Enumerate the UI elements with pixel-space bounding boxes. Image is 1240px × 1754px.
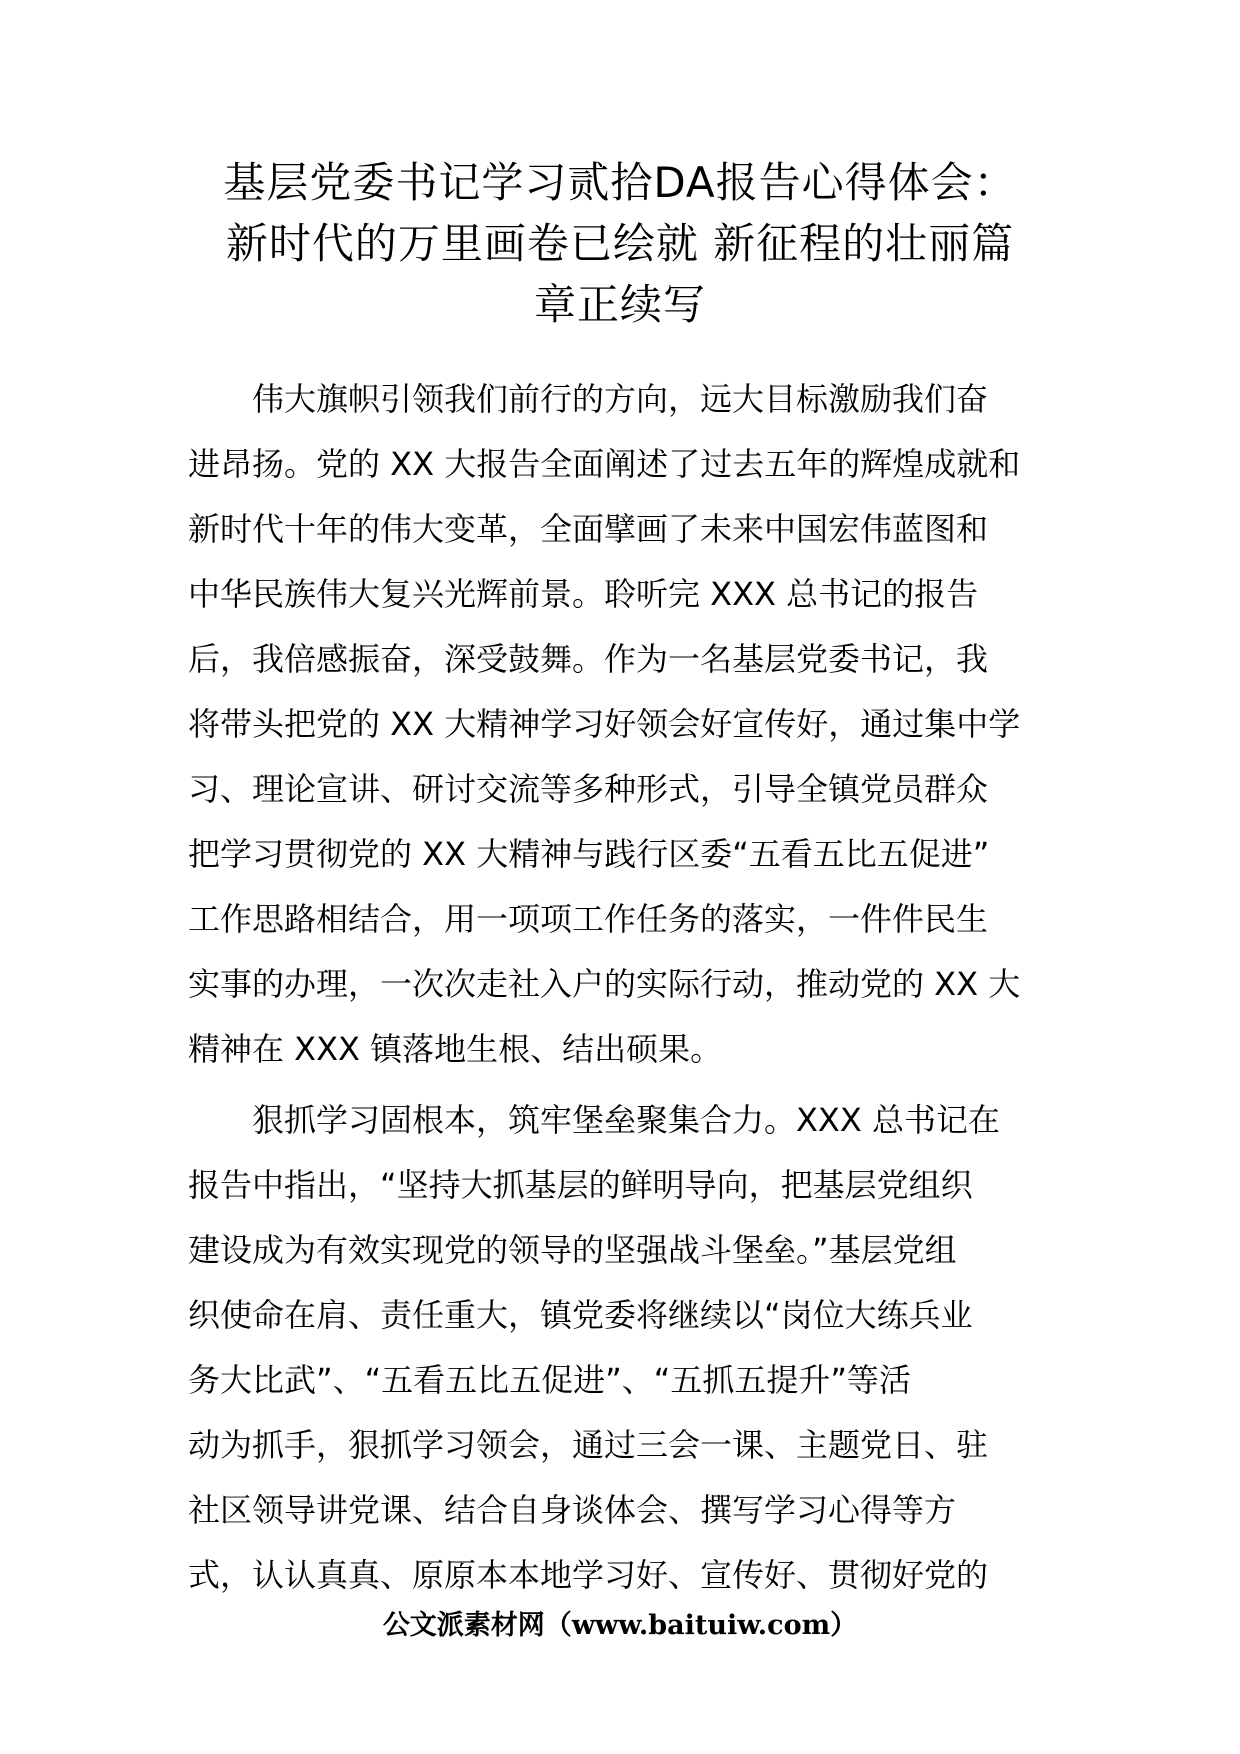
footer-watermark: 公文派素材网（www.baituiw.com）	[382, 1610, 858, 1641]
text-line: 织使命在肩、责任重大，镇党委将继续以“岗位大练兵业	[188, 1296, 973, 1334]
text-line: 式，认认真真、原原本本地学习好、宣传好、贯彻好党的	[188, 1556, 989, 1594]
title-line: 基层党委书记学习贰拾DA报告心得体会：	[223, 158, 1017, 207]
text-line: 把学习贯彻党的 XX 大精神与践行区委“五看五比五促进”	[188, 835, 990, 873]
text-line: 中华民族伟大复兴光辉前景。聆听完 XXX 总书记的报告	[188, 575, 979, 613]
document-title	[180, 152, 1060, 335]
text-line: 伟大旗帜引领我们前行的方向，远大目标激励我们奋	[252, 380, 989, 418]
text-line: 动为抓手，狠抓学习领会，通过三会一课、主题党日、驻	[188, 1426, 989, 1464]
text-line: 建设成为有效实现党的领导的坚强战斗堡垒。”基层党组	[188, 1231, 957, 1269]
text-line: 习、理论宣讲、研讨交流等多种形式，引导全镇党员群众	[188, 770, 989, 808]
text-line: 务大比武”、“五看五比五促进”、“五抓五提升”等活	[188, 1361, 911, 1399]
text-line: 狠抓学习固根本，筑牢堡垒聚集合力。XXX 总书记在	[252, 1101, 1000, 1139]
text-line: 实事的办理，一次次走社入户的实际行动，推动党的 XX 大	[188, 965, 1021, 1003]
text-line: 进昂扬。党的 XX 大报告全面阐述了过去五年的辉煌成就和	[188, 445, 1021, 483]
paragraph-1	[188, 367, 1058, 1082]
paragraph-2	[188, 1088, 1058, 1608]
text-line: 工作思路相结合，用一项项工作任务的落实，一件件民生	[188, 900, 989, 938]
document-body	[188, 367, 1058, 1614]
title-line: 新时代的万里画卷已绘就 新征程的壮丽篇	[225, 219, 1015, 268]
text-line: 精神在 XXX 镇落地生根、结出硕果。	[188, 1030, 723, 1068]
title-line: 章正续写	[533, 280, 706, 329]
text-line: 报告中指出，“坚持大抓基层的鲜明导向，把基层党组织	[188, 1166, 973, 1204]
text-line: 新时代十年的伟大变革，全面擘画了未来中国宏伟蓝图和	[188, 510, 989, 548]
text-line: 社区领导讲党课、结合自身谈体会、撰写学习心得等方	[188, 1491, 957, 1529]
text-line: 将带头把党的 XX 大精神学习好领会好宣传好，通过集中学	[188, 705, 1021, 743]
text-line: 后，我倍感振奋，深受鼓舞。作为一名基层党委书记，我	[188, 640, 989, 678]
